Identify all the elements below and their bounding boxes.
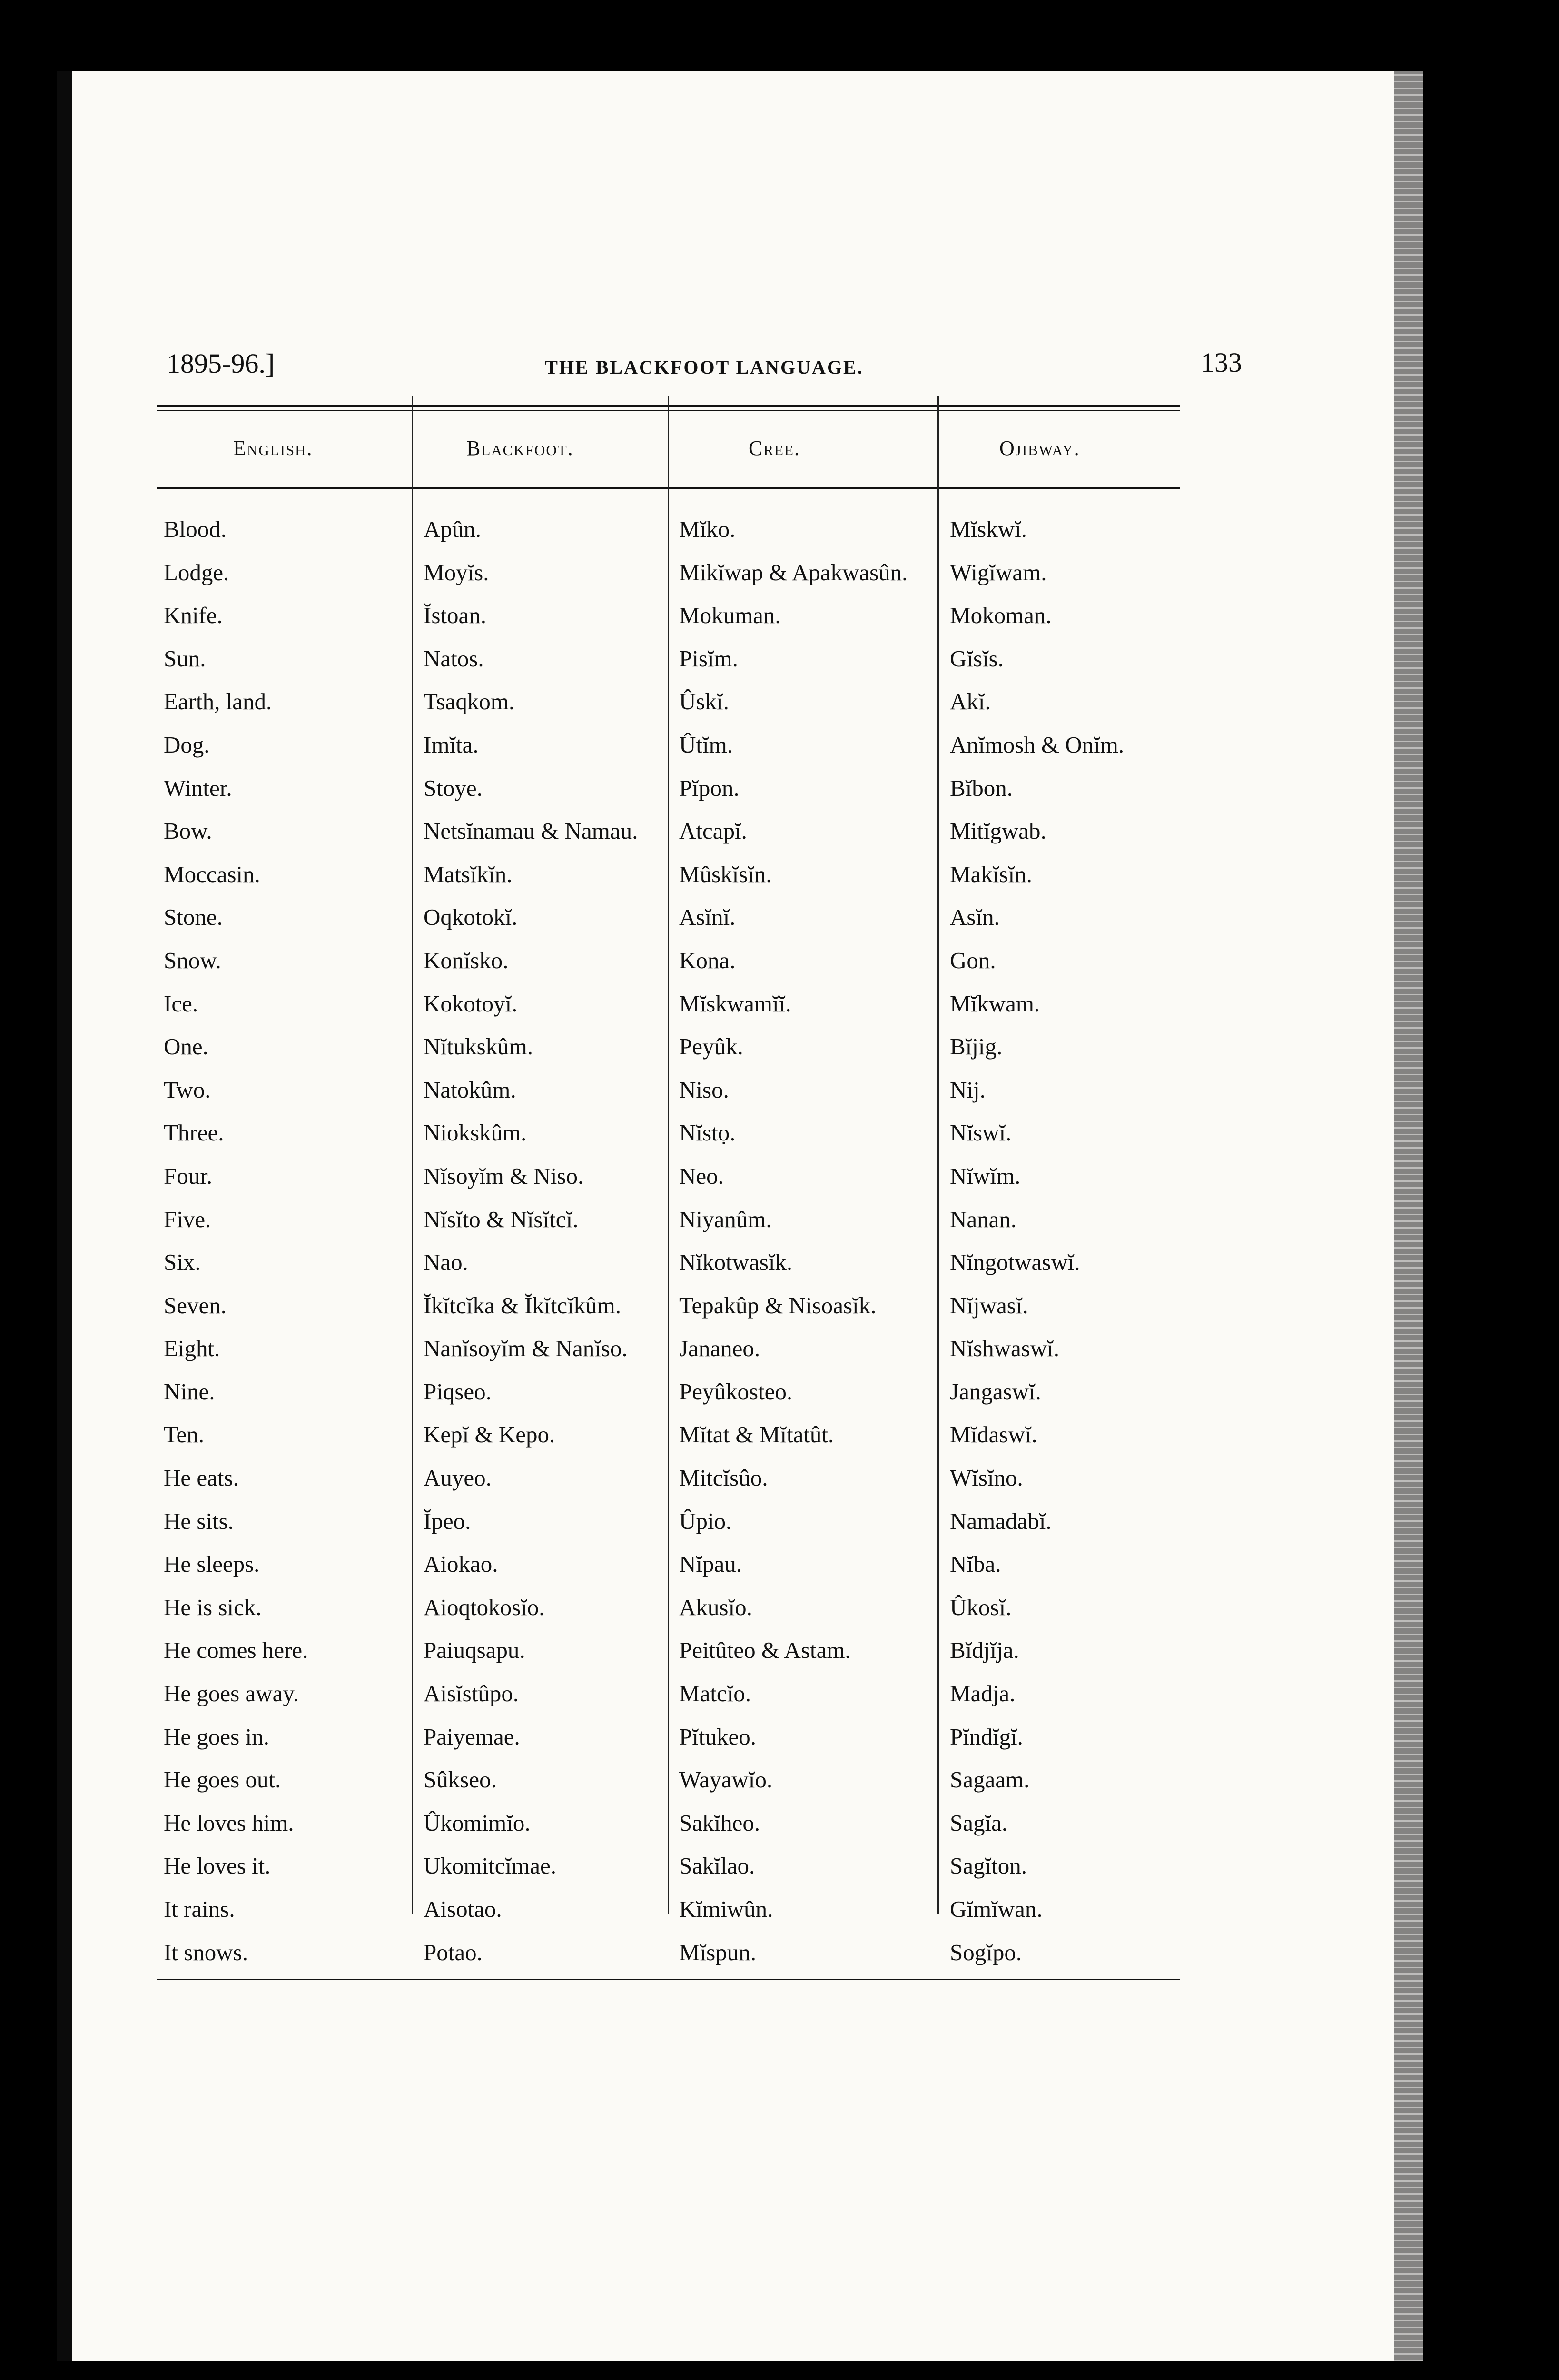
cell-ojibway: Nij.: [950, 1076, 986, 1103]
cell-ojibway: Madja.: [950, 1680, 1016, 1707]
cell-blackfoot: Apûn.: [424, 516, 482, 542]
cell-blackfoot: Ûkomimĭo.: [424, 1809, 531, 1836]
cell-english: Two.: [164, 1076, 211, 1103]
cell-cree: Ûskĭ.: [679, 688, 729, 715]
page-edge: [1394, 71, 1423, 2361]
cell-cree: Kona.: [679, 947, 736, 973]
page-number: 133: [1201, 347, 1242, 378]
cell-ojibway: Anĭmosh & Onĭm.: [950, 731, 1125, 758]
column-divider: [937, 396, 939, 1914]
cell-english: He is sick.: [164, 1594, 262, 1620]
column-header-ojibway: Ojibway.: [999, 436, 1080, 460]
cell-cree: Peyûkosteo.: [679, 1378, 793, 1405]
cell-blackfoot: Imĭta.: [424, 731, 479, 758]
cell-cree: Nĭstọ.: [679, 1120, 736, 1146]
cell-english: He goes away.: [164, 1680, 299, 1707]
cell-cree: Nĭpau.: [679, 1551, 742, 1577]
cell-blackfoot: Matsĭkĭn.: [424, 861, 513, 887]
cell-blackfoot: Nao.: [424, 1249, 468, 1276]
cell-blackfoot: Auyeo.: [424, 1465, 492, 1491]
running-head-year: 1895-96.]: [167, 348, 275, 379]
cell-cree: Pĭpon.: [679, 774, 740, 801]
cell-ojibway: Jangaswĭ.: [950, 1378, 1041, 1405]
binding-edge: [57, 71, 72, 2361]
cell-ojibway: Sagaam.: [950, 1766, 1030, 1793]
cell-ojibway: Asĭn.: [950, 904, 1000, 931]
table-bottom-rule: [157, 1979, 1180, 1980]
cell-english: Sun.: [164, 645, 206, 672]
cell-english: Bow.: [164, 818, 212, 844]
cell-ojibway: Mĭskwĭ.: [950, 516, 1027, 542]
column-divider: [412, 396, 413, 1914]
cell-ojibway: Nĭngotwaswĭ.: [950, 1249, 1080, 1276]
cell-ojibway: Gĭsĭs.: [950, 645, 1004, 672]
cell-cree: Neo.: [679, 1162, 724, 1189]
cell-cree: Peitûteo & Astam.: [679, 1637, 851, 1664]
cell-blackfoot: Ĭpeo.: [424, 1507, 471, 1534]
cell-ojibway: Bĭjig.: [950, 1033, 1003, 1060]
cell-ojibway: Wigĭwam.: [950, 559, 1047, 585]
cell-blackfoot: Piqseo.: [424, 1378, 492, 1405]
cell-english: He goes out.: [164, 1766, 281, 1793]
cell-ojibway: Pĭndĭgĭ.: [950, 1723, 1023, 1750]
cell-cree: Jananeo.: [679, 1335, 760, 1362]
cell-english: Nine.: [164, 1378, 215, 1405]
cell-english: One.: [164, 1033, 208, 1060]
cell-english: Stone.: [164, 904, 223, 931]
cell-cree: Pĭtukeo.: [679, 1723, 756, 1750]
cell-cree: Mĭspun.: [679, 1939, 757, 1965]
cell-blackfoot: Natokûm.: [424, 1076, 516, 1103]
cell-blackfoot: Moyĭs.: [424, 559, 489, 585]
cell-english: He loves it.: [164, 1853, 271, 1879]
cell-ojibway: Mĭdaswĭ.: [950, 1421, 1037, 1448]
cell-blackfoot: Aisotao.: [424, 1896, 502, 1922]
cell-english: Eight.: [164, 1335, 220, 1362]
cell-ojibway: Bĭbon.: [950, 774, 1013, 801]
cell-cree: Sakĭheo.: [679, 1809, 760, 1836]
cell-english: It snows.: [164, 1939, 248, 1965]
cell-english: Ice.: [164, 990, 198, 1017]
cell-english: Snow.: [164, 947, 221, 973]
cell-english: He sleeps.: [164, 1551, 260, 1577]
cell-blackfoot: Kokotoyĭ.: [424, 990, 518, 1017]
cell-cree: Mikĭwap & Apakwasûn.: [679, 559, 908, 585]
cell-blackfoot: Paiuqsapu.: [424, 1637, 525, 1664]
cell-ojibway: Bĭdjĭja.: [950, 1637, 1019, 1664]
cell-cree: Wayawĭo.: [679, 1766, 773, 1793]
cell-blackfoot: Aisĭstûpo.: [424, 1680, 519, 1707]
cell-english: Four.: [164, 1162, 213, 1189]
column-divider: [668, 396, 669, 1914]
cell-cree: Niso.: [679, 1076, 729, 1103]
cell-blackfoot: Oqkotokĭ.: [424, 904, 518, 931]
column-header-cree: Cree.: [749, 436, 800, 460]
cell-blackfoot: Aiokao.: [424, 1551, 498, 1577]
book-page: [57, 71, 1423, 2361]
cell-ojibway: Akĭ.: [950, 688, 991, 715]
cell-english: Moccasin.: [164, 861, 260, 887]
cell-cree: Mitcĭsûo.: [679, 1465, 768, 1491]
cell-cree: Ûtĭm.: [679, 731, 733, 758]
cell-blackfoot: Ĭkĭtcĭka & Ĭkĭtcĭkûm.: [424, 1292, 622, 1319]
cell-english: Seven.: [164, 1292, 227, 1319]
cell-cree: Mĭtat & Mĭtatût.: [679, 1421, 834, 1448]
cell-ojibway: Nĭwĭm.: [950, 1162, 1021, 1189]
cell-english: He sits.: [164, 1507, 234, 1534]
cell-cree: Mokuman.: [679, 602, 781, 629]
cell-ojibway: Wĭsĭno.: [950, 1465, 1023, 1491]
column-header-english: English.: [233, 436, 313, 460]
cell-ojibway: Nanan.: [950, 1206, 1017, 1232]
cell-cree: Mĭko.: [679, 516, 736, 542]
cell-english: He eats.: [164, 1465, 239, 1491]
vocabulary-table: [157, 405, 1180, 1980]
cell-cree: Mûskĭsĭn.: [679, 861, 772, 887]
cell-english: Lodge.: [164, 559, 229, 585]
cell-blackfoot: Tsaqkom.: [424, 688, 515, 715]
cell-blackfoot: Konĭsko.: [424, 947, 509, 973]
cell-blackfoot: Nĭsĭto & Nĭsĭtcĭ.: [424, 1206, 579, 1232]
cell-ojibway: Nĭswĭ.: [950, 1120, 1012, 1146]
cell-ojibway: Makĭsĭn.: [950, 861, 1032, 887]
cell-ojibway: Sogĭpo.: [950, 1939, 1022, 1965]
cell-ojibway: Mĭkwam.: [950, 990, 1040, 1017]
cell-english: Three.: [164, 1120, 224, 1146]
cell-cree: Matcĭo.: [679, 1680, 751, 1707]
cell-english: Blood.: [164, 516, 227, 542]
cell-cree: Sakĭlao.: [679, 1853, 755, 1879]
cell-ojibway: Ûkosĭ.: [950, 1594, 1012, 1620]
cell-blackfoot: Nanĭsoyĭm & Nanĭso.: [424, 1335, 628, 1362]
cell-blackfoot: Nĭtukskûm.: [424, 1033, 533, 1060]
running-head: [167, 338, 1242, 390]
cell-blackfoot: Stoye.: [424, 774, 483, 801]
cell-english: It rains.: [164, 1896, 235, 1922]
cell-cree: Atcapĭ.: [679, 818, 747, 844]
cell-english: Six.: [164, 1249, 201, 1276]
cell-english: He goes in.: [164, 1723, 269, 1750]
cell-ojibway: Sagĭa.: [950, 1809, 1008, 1836]
cell-ojibway: Nĭba.: [950, 1551, 1001, 1577]
cell-ojibway: Mokoman.: [950, 602, 1052, 629]
cell-english: Ten.: [164, 1421, 205, 1448]
cell-english: Dog.: [164, 731, 210, 758]
cell-cree: Niyanûm.: [679, 1206, 772, 1232]
table-row: [157, 1931, 1180, 1974]
cell-cree: Asĭnĭ.: [679, 904, 736, 931]
cell-blackfoot: Potao.: [424, 1939, 483, 1965]
cell-blackfoot: Aioqtokosĭo.: [424, 1594, 545, 1620]
cell-english: Earth, land.: [164, 688, 272, 715]
cell-english: He comes here.: [164, 1637, 308, 1664]
cell-ojibway: Mitĭgwab.: [950, 818, 1046, 844]
cell-ojibway: Namadabĭ.: [950, 1507, 1052, 1534]
cell-ojibway: Gĭmĭwan.: [950, 1896, 1043, 1922]
cell-blackfoot: Ĭstoan.: [424, 602, 486, 629]
cell-english: Winter.: [164, 774, 232, 801]
cell-blackfoot: Niokskûm.: [424, 1120, 527, 1146]
cell-ojibway: Nĭjwasĭ.: [950, 1292, 1028, 1319]
cell-ojibway: Nĭshwaswĭ.: [950, 1335, 1060, 1362]
cell-blackfoot: Paiyemae.: [424, 1723, 520, 1750]
cell-blackfoot: Nĭsoyĭm & Niso.: [424, 1162, 584, 1189]
column-header-blackfoot: Blackfoot.: [466, 436, 574, 460]
running-head-title: THE BLACKFOOT LANGUAGE.: [545, 357, 864, 378]
cell-blackfoot: Ukomitcĭmae.: [424, 1853, 556, 1879]
cell-blackfoot: Netsĭnamau & Namau.: [424, 818, 638, 844]
cell-cree: Kĭmiwûn.: [679, 1896, 773, 1922]
cell-cree: Peyûk.: [679, 1033, 743, 1060]
cell-ojibway: Gon.: [950, 947, 996, 973]
cell-english: He loves him.: [164, 1809, 294, 1836]
cell-english: Knife.: [164, 602, 223, 629]
cell-english: Five.: [164, 1206, 211, 1232]
cell-cree: Ûpio.: [679, 1507, 732, 1534]
cell-blackfoot: Natos.: [424, 645, 484, 672]
cell-cree: Akusĭo.: [679, 1594, 752, 1620]
cell-cree: Pisĭm.: [679, 645, 738, 672]
cell-ojibway: Sagĭton.: [950, 1853, 1027, 1879]
cell-cree: Tepakûp & Nisoasĭk.: [679, 1292, 877, 1319]
cell-blackfoot: Kepĭ & Kepo.: [424, 1421, 555, 1448]
cell-cree: Mĭskwamĭĭ.: [679, 990, 791, 1017]
cell-blackfoot: Sûkseo.: [424, 1766, 497, 1793]
cell-cree: Nĭkotwasĭk.: [679, 1249, 793, 1276]
